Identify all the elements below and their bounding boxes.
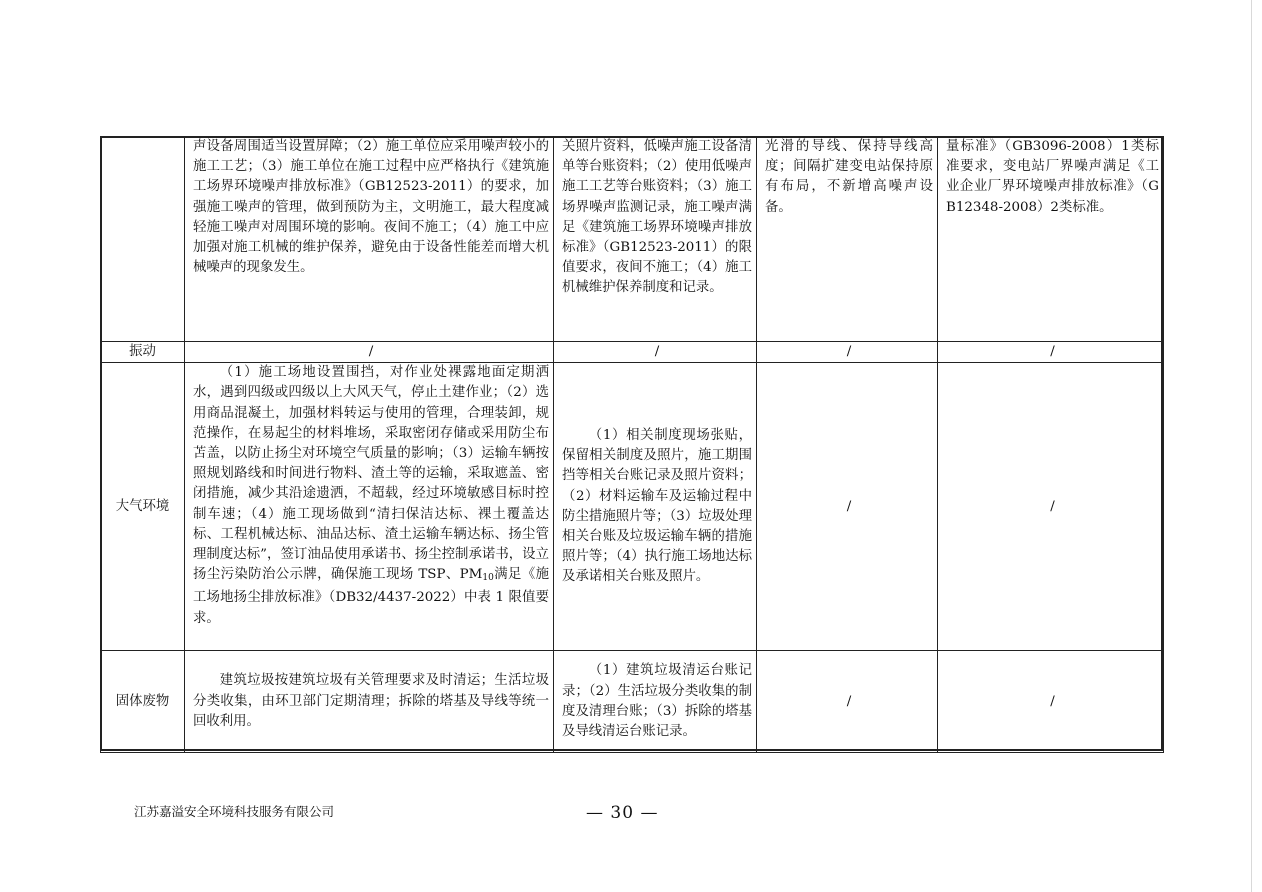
vibration-verification: / (554, 342, 757, 363)
table-row-solid-waste (101, 651, 1164, 753)
noise-verification-text: 关照片资料，低噪声施工设备清单等台账资料；（2）使用低噪声施工工艺等台账资料；（3）施工场界噪声监测记录，施工噪声满足《建筑施工场界环境噪声排放标准》（GB12523-2011）的限值要求，夜间不施工；（4）施工机械维护保养制度和记录。 (562, 139, 752, 296)
solid-waste-measures-text: 建筑垃圾按建筑垃圾有关管理要求及时清运；生活垃圾分类收集，由环卫部门定期清理；拆除的塔基及导线等统一回收利用。 (193, 673, 549, 729)
solid-waste-category: 固体废物 (101, 651, 185, 753)
vibration-category: 振动 (101, 342, 185, 363)
noise-measures-cell (185, 137, 554, 342)
vibration-standard: / (938, 342, 1164, 363)
air-verification-cell (554, 363, 757, 651)
solid-waste-verification-cell (554, 651, 757, 753)
air-category: 大气环境 (101, 363, 185, 651)
air-operation: / (757, 363, 938, 651)
vibration-operation: / (757, 342, 938, 363)
noise-verification-cell (554, 137, 757, 342)
table-row-vibration (101, 342, 1164, 363)
vibration-measures: / (185, 342, 554, 363)
noise-standard-text: 量标准》（GB3096-2008）1类标准要求，变电站厂界噪声满足《工业企业厂界环境噪声排放标准》（GB12348-2008）2类标准。 (946, 139, 1159, 215)
table-row-air (101, 363, 1164, 651)
noise-operation-cell (757, 137, 938, 342)
air-measures-paragraph (193, 363, 549, 629)
noise-category-cell (101, 137, 185, 342)
environmental-measures-table (100, 136, 1164, 753)
air-measures-text-end: 满足《施工场地扬尘排放标准》（DB32/4437-2022）中表 1 限值要求。 (193, 567, 549, 626)
air-measures-subscript: 10 (482, 573, 494, 584)
noise-measures-text: 声设备周围适当设置屏障；（2）施工单位应采用噪声较小的施工工艺；（3）施工单位在施工过程中应严格执行《建筑施工场界环境噪声排放标准》（GB12523-2011）的要求，加强施工噪声的管理，做到预防为主，文明施工，最大程度减轻施工噪声对周围环境的影响。夜间不施工；（4）施工中应加强对施工机械的维护保养，避免由于设备性能差而增大机械噪声的现象发生。 (193, 139, 549, 276)
air-measures-cell (185, 363, 554, 651)
noise-standard-cell (938, 137, 1164, 342)
solid-waste-verification-text: （1）建筑垃圾清运台账记录；（2）生活垃圾分类收集的制度及清理台账；（3）拆除的塔基及导线清运台账记录。 (562, 663, 752, 739)
footer-page-number: — 30 — (586, 803, 659, 823)
air-measures-text: （1）施工场地设置围挡，对作业处裸露地面定期洒水，遇到四级或四级以上大风天气，停止土建作业；（2）选用商品混凝土，加强材料转运与使用的管理，合理装卸，规范操作，在易起尘的材料堆场，采取密闭存储或采用防尘布苫盖，以防止扬尘对环境空气质量的影响；（3）运输车辆按照规划路线和时间进行物料、渣土等的运输，采取遮盖、密闭措施，减少其沿途遗洒，不超载，经过环境敏感目标时控制车速；（4）施工现场做到“清扫保洁达标、裸土覆盖达标、工程机械达标、油品达标、渣土运输车辆达标、扬尘管理制度达标”，签订油品使用承诺书、扬尘控制承诺书，设立扬尘污染防治公示牌，确保施工现场 TSP、PM (193, 365, 549, 583)
air-standard: / (938, 363, 1164, 651)
solid-waste-operation: / (757, 651, 938, 753)
air-verification-text: （1）相关制度现场张贴，保留相关制度及照片，施工期围挡等相关台账记录及照片资料；（2）材料运输车及运输过程中防尘措施照片等；（3）垃圾处理相关台账及垃圾运输车辆的措施照片等；（4）执行施工场地达标及承诺相关台账及照片。 (562, 427, 752, 585)
solid-waste-measures-cell (185, 651, 554, 753)
table-row-noise (101, 137, 1164, 342)
solid-waste-standard: / (938, 651, 1164, 753)
footer-company-name: 江苏嘉溢安全环境科技服务有限公司 (134, 804, 335, 819)
page-edge-line (1251, 0, 1252, 892)
noise-operation-text: 光滑的导线、保持导线高度；间隔扩建变电站保持原有布局，不新增高噪声设备。 (765, 139, 933, 215)
